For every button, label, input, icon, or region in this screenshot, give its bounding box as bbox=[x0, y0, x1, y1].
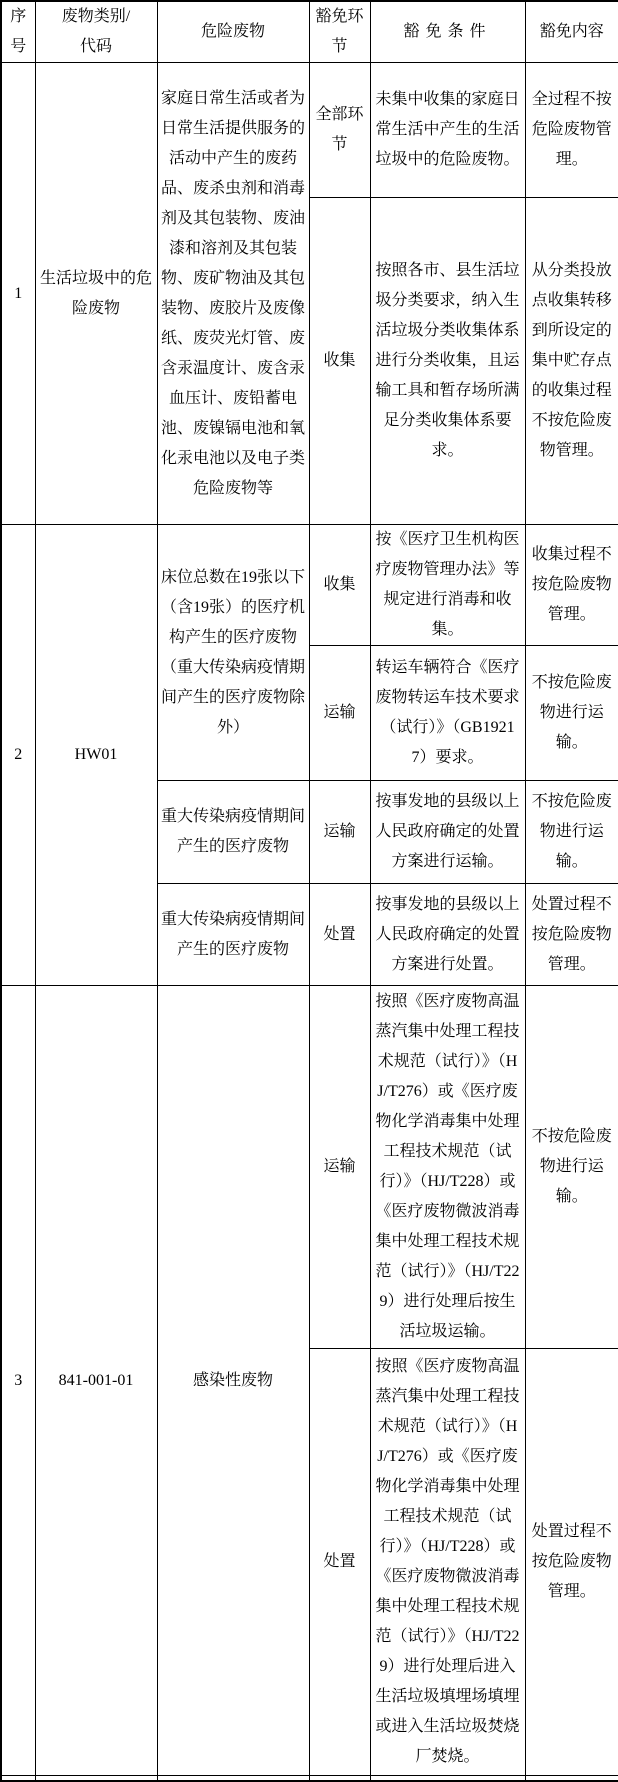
row3a-condition: 按照《医疗废物高温蒸汽集中处理工程技术规范（试行）》（HJ/T276）或《医疗废物化学消毒集中处理工程技术规范（试行）》（HJ/T228）或《医疗废物微波消毒集中处理工程技术规范（试行）》（HJ/T229）进行处理后按生活垃圾运输。 bbox=[370, 986, 525, 1349]
row1b-condition: 按照各市、县生活垃圾分类要求，纳入生活垃圾分类收集体系进行分类收集，且运输工具和暂存场所满足分类收集体系要求。 bbox=[370, 198, 525, 525]
row3-code: 841-001-01 bbox=[35, 986, 157, 1776]
row4-seq-cutoff bbox=[1, 1776, 35, 1781]
row3-subrow-transport bbox=[1, 986, 618, 1349]
row2d-stage: 处置 bbox=[309, 884, 370, 986]
row3-waste: 感染性废物 bbox=[157, 986, 309, 1776]
row1b-content: 从分类投放点收集转移到所设定的集中贮存点的收集过程不按危险废物管理。 bbox=[525, 198, 618, 525]
header-category-code bbox=[35, 1, 157, 63]
row2d-condition: 按事发地的县级以上人民政府确定的处置方案进行处置。 bbox=[370, 884, 525, 986]
row1a-stage: 全部环节 bbox=[309, 63, 370, 198]
row1b-stage: 收集 bbox=[309, 198, 370, 525]
row2c-content: 不按危险废物进行运输。 bbox=[525, 781, 618, 884]
row2-seq: 2 bbox=[1, 525, 35, 986]
row2-code: HW01 bbox=[35, 525, 157, 986]
row2-waste-a: 床位总数在19张以下（含19张）的医疗机构产生的医疗废物（重大传染病疫情期间产生的医疗废物除外） bbox=[157, 525, 309, 781]
header-condition: 豁免条件 bbox=[370, 1, 525, 63]
row4-cutoff bbox=[1, 1776, 618, 1781]
row1-subrow-all-stages bbox=[1, 63, 618, 198]
header-waste: 危险废物 bbox=[157, 1, 309, 63]
row2c-stage: 运输 bbox=[309, 781, 370, 884]
row2c-condition: 按事发地的县级以上人民政府确定的处置方案进行运输。 bbox=[370, 781, 525, 884]
header-content: 豁免内容 bbox=[525, 1, 618, 63]
header-stage bbox=[309, 1, 370, 63]
row2a-content: 收集过程不按危险废物管理。 bbox=[525, 525, 618, 646]
row2d-content: 处置过程不按危险废物管理。 bbox=[525, 884, 618, 986]
row2-waste-b: 重大传染病疫情期间产生的医疗废物 bbox=[157, 781, 309, 884]
row3a-content: 不按危险废物进行运输。 bbox=[525, 986, 618, 1349]
row4-code-cutoff bbox=[35, 1776, 157, 1781]
row2b-condition: 转运车辆符合《医疗废物转运车技术要求（试行）》（GB19217）要求。 bbox=[370, 646, 525, 781]
header-row bbox=[1, 1, 618, 63]
row3a-stage: 运输 bbox=[309, 986, 370, 1349]
row3b-stage: 处置 bbox=[309, 1349, 370, 1776]
row4-condition-cutoff bbox=[370, 1776, 525, 1781]
header-seq: 序号 bbox=[1, 1, 35, 63]
row2a-condition: 按《医疗卫生机构医疗废物管理办法》等规定进行消毒和收集。 bbox=[370, 525, 525, 646]
header-category-line1: 废物类别/ bbox=[61, 8, 131, 25]
row3-seq: 3 bbox=[1, 986, 35, 1776]
row4-content-cutoff bbox=[525, 1776, 618, 1781]
row2b-stage: 运输 bbox=[309, 646, 370, 781]
row1-code: 生活垃圾中的危险废物 bbox=[35, 63, 157, 525]
row2-subrow-collection bbox=[1, 525, 618, 646]
row2-waste-c: 重大传染病疫情期间产生的医疗废物 bbox=[157, 884, 309, 986]
row2a-stage: 收集 bbox=[309, 525, 370, 646]
row4-waste-cutoff bbox=[157, 1776, 309, 1781]
row1-seq: 1 bbox=[1, 63, 35, 525]
row1a-condition: 未集中收集的家庭日常生活中产生的生活垃圾中的危险废物。 bbox=[370, 63, 525, 198]
header-stage-line1: 豁免环 bbox=[315, 8, 364, 25]
row3b-content: 处置过程不按危险废物管理。 bbox=[525, 1349, 618, 1776]
header-stage-line2: 节 bbox=[331, 38, 348, 55]
row1a-content: 全过程不按危险废物管理。 bbox=[525, 63, 618, 198]
row4-stage-cutoff bbox=[309, 1776, 370, 1781]
row2b-content: 不按危险废物进行运输。 bbox=[525, 646, 618, 781]
row1-waste: 家庭日常生活或者为日常生活提供服务的活动中产生的废药品、废杀虫剂和消毒剂及其包装物、废油漆和溶剂及其包装物、废矿物油及其包装物、废胶片及废像纸、废荧光灯管、废含汞温度计、废含汞血压计、废铅蓄电池、废镍镉电池和氧化汞电池以及电子类危险废物等 bbox=[157, 63, 309, 525]
header-category-line2: 代码 bbox=[79, 38, 112, 55]
row3b-condition: 按照《医疗废物高温蒸汽集中处理工程技术规范（试行）》（HJ/T276）或《医疗废物化学消毒集中处理工程技术规范（试行）》（HJ/T228）或《医疗废物微波消毒集中处理工程技术规范（试行）》（HJ/T229）进行处理后进入生活垃圾填埋场填埋或进入生活垃圾焚烧厂焚烧。 bbox=[370, 1349, 525, 1776]
